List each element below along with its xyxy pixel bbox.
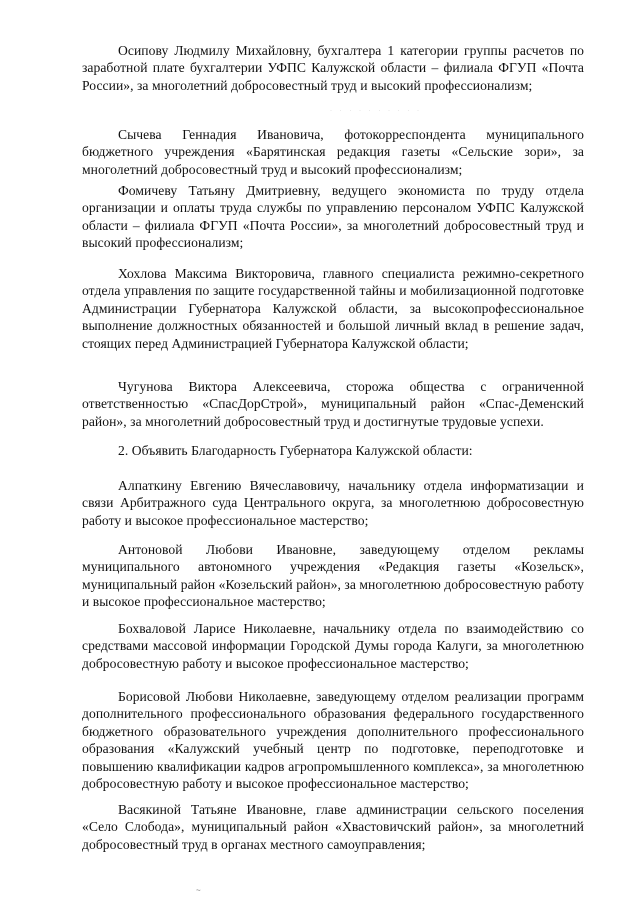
section-heading-gratitude: 2. Объявить Благодарность Губернатора Калужской области: bbox=[118, 443, 473, 458]
award-paragraph-chugunov: Чугунова Виктора Алексеевича, сторожа общества с ограниченной ответственностью «СпасДорСтрой», муниципальный район «Спас-Деменский район», за многолетний добросовестный труд и достигнутые трудовые успехи. bbox=[82, 379, 584, 429]
scan-noise: · · · · · · · · · · bbox=[330, 108, 422, 114]
gratitude-paragraph-bokhvalova: Бохваловой Ларисе Николаевне, начальнику отдела по взаимодействию со средствами массовой информации Городской Думы города Калуги, за многолетнюю добросовестную работу и высокое профессиональное мастерство; bbox=[82, 621, 584, 671]
gratitude-paragraph-borisova: Борисовой Любови Николаевне, заведующему отделом реализации программ дополнительного профессионального образования федерального государственного бюджетного образовательного учреждения дополнительного профессионального образования «Калужский учебный центр по подготовке, переподготовке и повышению квалификации кадров агропромышленного комплекса», за многолетнюю добросовестную работу и высокое профессиональное мастерство; bbox=[82, 689, 584, 792]
gratitude-paragraph-alpatkin: Алпаткину Евгению Вячеславовичу, начальнику отдела информатизации и связи Арбитражного суда Центрального округа, за многолетнюю добросовестную работу и высокое профессиональное мастерство; bbox=[82, 478, 584, 528]
award-paragraph-osipova: Осипову Людмилу Михайловну, бухгалтера 1 категории группы расчетов по заработной плате бухгалтерии УФПС Калужской области – филиала ФГУП «Почта России», за многолетний добросовестный труд и высокий профессионализм; bbox=[82, 43, 584, 93]
gratitude-paragraph-vasyakina: Васякиной Татьяне Ивановне, главе администрации сельского поселения «Село Слобода», муниципальный район «Хвастовичский район», за многолетний добросовестный труд в органах местного самоуправления; bbox=[82, 802, 584, 852]
award-paragraph-sychev: Сычева Геннадия Ивановича, фотокорреспондента муниципального бюджетного учреждения «Барятинская редакция газеты «Сельские зори», за многолетний добросовестный труд и высокий профессионализм; bbox=[82, 127, 584, 177]
award-paragraph-fomicheva: Фомичеву Татьяну Дмитриевну, ведущего экономиста по труду отдела организации и оплаты труда службы по управлению персоналом УФПС Калужской области – филиала ФГУП «Почта России», за многолетний добросовестный труд и высокий профессионализм; bbox=[82, 183, 584, 251]
scan-artifact: ~ bbox=[196, 886, 201, 895]
gratitude-paragraph-antonova: Антоновой Любови Ивановне, заведующему отделом рекламы муниципального автономного учреждения «Редакция газеты «Козельск», муниципальный район «Козельский район», за многолетнюю добросовестную работу и высокое профессиональное мастерство; bbox=[82, 542, 584, 610]
award-paragraph-khokhlov: Хохлова Максима Викторовича, главного специалиста режимно-секретного отдела управления по защите государственной тайны и мобилизационной подготовке Администрации Губернатора Калужской области, за высокопрофессиональное выполнение должностных обязанностей и большой личный вклад в решение задач, стоящих перед Администрацией Губернатора Калужской области; bbox=[82, 266, 584, 351]
